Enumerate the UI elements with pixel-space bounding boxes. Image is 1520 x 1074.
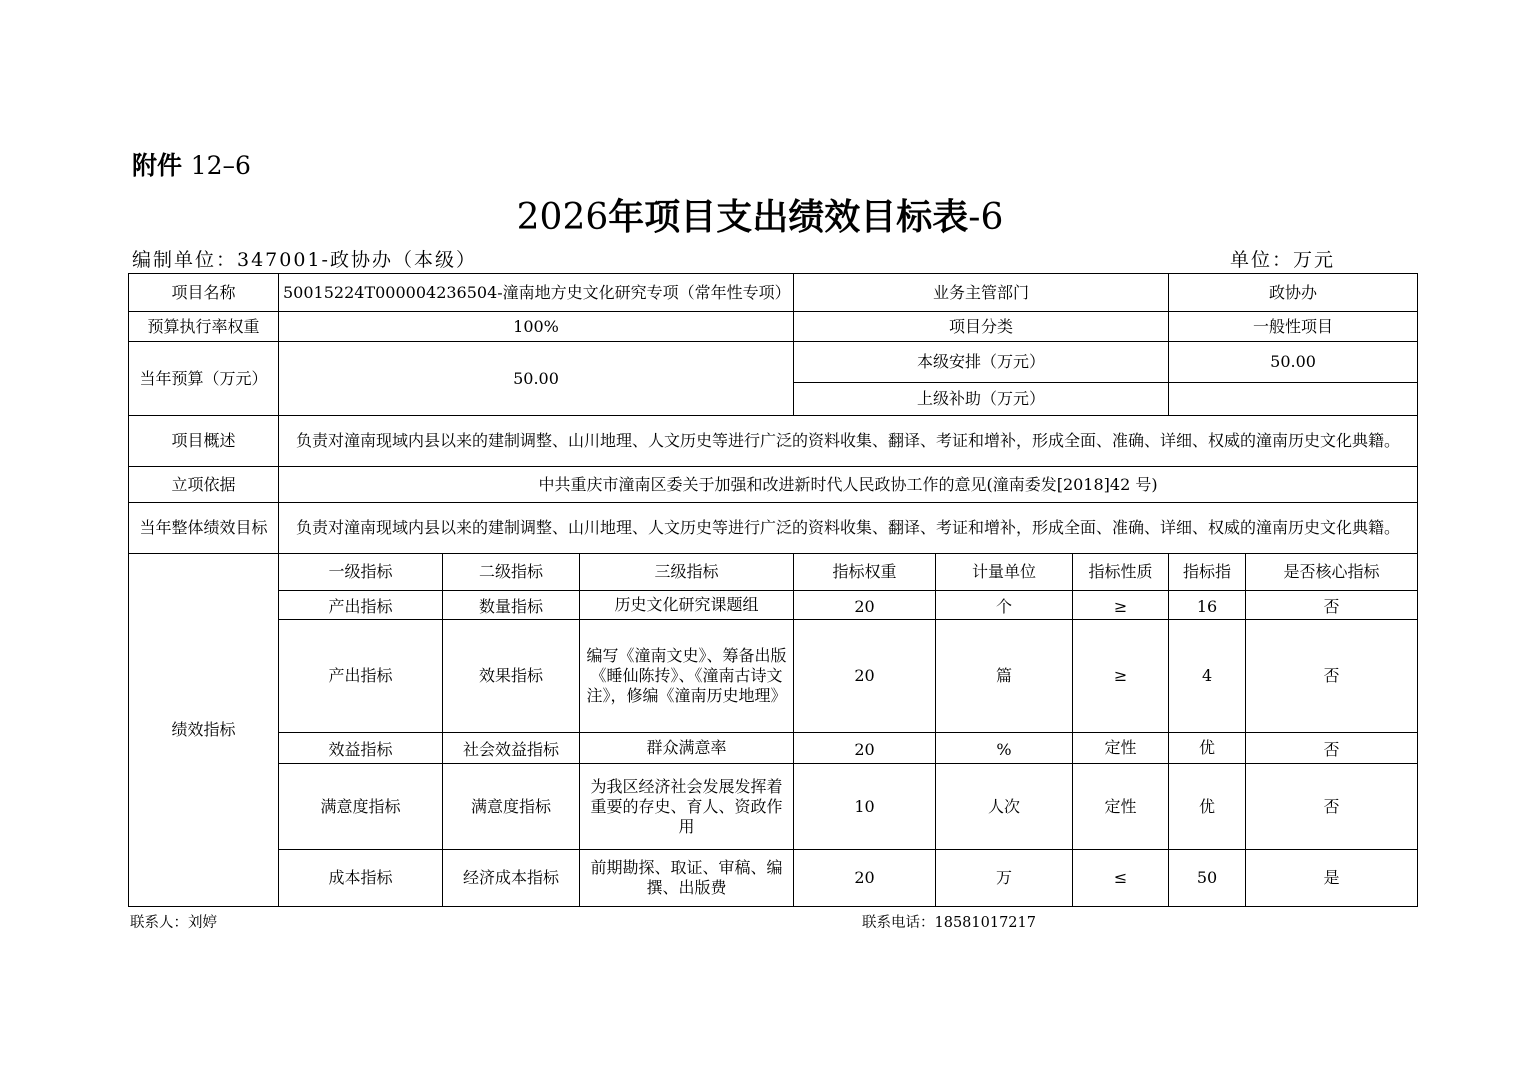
budget-label: 当年预算（万元）	[129, 342, 279, 416]
row5-level1: 成本指标	[279, 850, 443, 907]
row3-unit: %	[936, 733, 1073, 764]
row-goal	[129, 503, 1418, 554]
row2-level2: 效果指标	[443, 620, 580, 733]
row1-level2: 数量指标	[443, 591, 580, 620]
dept-value: 政协办	[1169, 274, 1418, 312]
row-project-name	[129, 274, 1418, 312]
attachment-label	[132, 146, 251, 182]
row5-unit: 万	[936, 850, 1073, 907]
title-suffix: -6	[968, 197, 1004, 238]
row1-level1: 产出指标	[279, 591, 443, 620]
table-row	[129, 591, 1418, 620]
row2-level3: 编写《潼南文史》、筹备出版《睡仙陈抟》、《潼南古诗文注》，修编《潼南历史地理》	[580, 620, 794, 733]
category-value: 一般性项目	[1169, 312, 1418, 342]
row4-core: 否	[1246, 764, 1418, 850]
row3-core: 否	[1246, 733, 1418, 764]
row4-unit: 人次	[936, 764, 1073, 850]
performance-table	[128, 273, 1418, 907]
row5-core: 是	[1246, 850, 1418, 907]
header-level1: 一级指标	[279, 554, 443, 591]
local-value: 50.00	[1169, 342, 1418, 383]
row5-weight: 20	[794, 850, 936, 907]
title-year: 2026	[516, 197, 609, 238]
row2-core: 否	[1246, 620, 1418, 733]
row3-level2: 社会效益指标	[443, 733, 580, 764]
currency-unit: 单位：万元	[1230, 249, 1336, 271]
row2-unit: 篇	[936, 620, 1073, 733]
header-weight: 指标权重	[794, 554, 936, 591]
row3-level1: 效益指标	[279, 733, 443, 764]
row3-nature: 定性	[1073, 733, 1169, 764]
header-level3: 三级指标	[580, 554, 794, 591]
overview-label: 项目概述	[129, 416, 279, 467]
page-title	[0, 189, 1520, 240]
row1-core: 否	[1246, 591, 1418, 620]
row3-weight: 20	[794, 733, 936, 764]
row2-value: 4	[1169, 620, 1246, 733]
superior-value	[1169, 383, 1418, 416]
row4-weight: 10	[794, 764, 936, 850]
row4-level2: 满意度指标	[443, 764, 580, 850]
title-text: 年项目支出绩效目标表	[608, 196, 969, 238]
header-core: 是否核心指标	[1246, 554, 1418, 591]
overview-value: 负责对潼南现域内县以来的建制调整、山川地理、人文历史等进行广泛的资料收集、翻译、考证和增补，形成全面、准确、详细、权威的潼南历史文化典籍。	[279, 416, 1418, 467]
header-unit: 计量单位	[936, 554, 1073, 591]
row3-level3: 群众满意率	[580, 733, 794, 764]
goal-label: 当年整体绩效目标	[129, 503, 279, 554]
exec-weight-label: 预算执行率权重	[129, 312, 279, 342]
attachment-number: 12–6	[190, 151, 251, 180]
dept-label: 业务主管部门	[794, 274, 1169, 312]
category-label: 项目分类	[794, 312, 1169, 342]
header-value: 指标指	[1169, 554, 1246, 591]
budget-value: 50.00	[279, 342, 794, 416]
row5-nature: ≤	[1073, 850, 1169, 907]
row5-level3: 前期勘探、取证、审稿、编撰、出版费	[580, 850, 794, 907]
table-row	[129, 764, 1418, 850]
row1-level3: 历史文化研究课题组	[580, 591, 794, 620]
contact-phone: 联系电话：18581017217	[862, 915, 1036, 931]
basis-label: 立项依据	[129, 467, 279, 503]
goal-value: 负责对潼南现域内县以来的建制调整、山川地理、人文历史等进行广泛的资料收集、翻译、考证和增补，形成全面、准确、详细、权威的潼南历史文化典籍。	[279, 503, 1418, 554]
contact-person: 联系人：刘婷	[130, 915, 217, 931]
row-basis	[129, 467, 1418, 503]
row1-weight: 20	[794, 591, 936, 620]
row2-nature: ≥	[1073, 620, 1169, 733]
row4-level3: 为我区经济社会发展发挥着重要的存史、育人、资政作用	[580, 764, 794, 850]
row5-level2: 经济成本指标	[443, 850, 580, 907]
row1-nature: ≥	[1073, 591, 1169, 620]
row-budget	[129, 342, 1418, 383]
row1-unit: 个	[936, 591, 1073, 620]
project-name-label: 项目名称	[129, 274, 279, 312]
row-exec-weight	[129, 312, 1418, 342]
row2-level1: 产出指标	[279, 620, 443, 733]
basis-value: 中共重庆市潼南区委关于加强和改进新时代人民政协工作的意见(潼南委发[2018]42 号)	[279, 467, 1418, 503]
row4-nature: 定性	[1073, 764, 1169, 850]
row1-value: 16	[1169, 591, 1246, 620]
project-name-value: 50015224T000004236504-潼南地方史文化研究专项（常年性专项）	[279, 274, 794, 312]
local-label: 本级安排（万元）	[794, 342, 1169, 383]
row3-value: 优	[1169, 733, 1246, 764]
row4-value: 优	[1169, 764, 1246, 850]
attachment-word: 附件	[132, 151, 183, 180]
table-row	[129, 850, 1418, 907]
indicators-section-label: 绩效指标	[129, 554, 279, 907]
row5-value: 50	[1169, 850, 1246, 907]
row4-level1: 满意度指标	[279, 764, 443, 850]
indicator-header-row	[129, 554, 1418, 591]
header-level2: 二级指标	[443, 554, 580, 591]
table-row	[129, 620, 1418, 733]
table-row	[129, 733, 1418, 764]
exec-weight-value: 100%	[279, 312, 794, 342]
row2-weight: 20	[794, 620, 936, 733]
compiling-unit: 编制单位：347001-政协办（本级）	[132, 249, 477, 271]
superior-label: 上级补助（万元）	[794, 383, 1169, 416]
row-overview	[129, 416, 1418, 467]
header-nature: 指标性质	[1073, 554, 1169, 591]
